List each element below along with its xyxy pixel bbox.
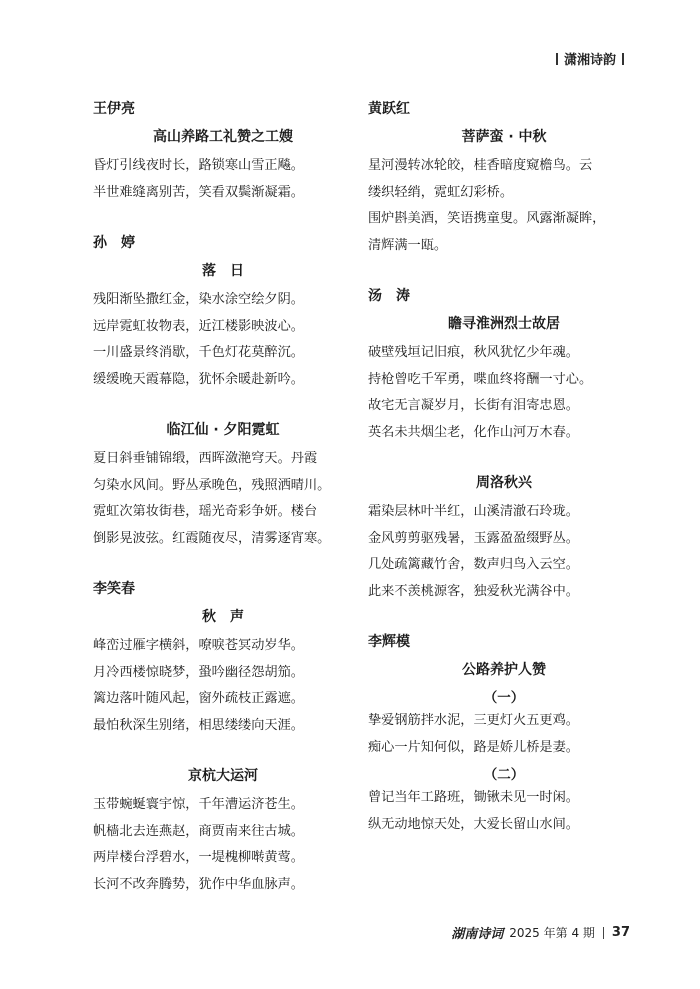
poem-line: 纵无动地惊天处，大爱长留山水间。 bbox=[368, 816, 579, 832]
poem-line: 匀染水风间。野丛承晚色，残照洒晴川。 bbox=[93, 477, 331, 493]
poem-block bbox=[368, 98, 640, 259]
poem-line: 月冷西楼惊晓梦，蛩吟幽径怨胡笳。 bbox=[93, 664, 304, 680]
magazine-logo: 湖南诗词 bbox=[451, 927, 504, 942]
poem-line: 长河不改奔腾势，犹作中华血脉声。 bbox=[93, 876, 304, 892]
poem-block bbox=[93, 419, 353, 552]
poem-line: 两岸楼台浮碧水，一堤槐柳啭黄莺。 bbox=[93, 850, 304, 865]
poem-line: 倒影晃波弦。红霞随夜尽，清雾逐宵寒。 bbox=[93, 530, 331, 546]
poem-line: 破壁残垣记旧痕，秋风犹忆少年魂。 bbox=[368, 345, 579, 360]
poem-line: 霓虹次第妆街巷，瑶光奇彩争妍。楼台 bbox=[93, 504, 318, 519]
poem-line: 金风剪剪驱残暑，玉露盈盈缀野丛。 bbox=[368, 530, 579, 546]
page-footer bbox=[451, 923, 630, 942]
page-number: 37 bbox=[611, 925, 630, 940]
header-bar-left bbox=[556, 53, 558, 65]
footer-divider bbox=[603, 927, 604, 939]
poem-line: 峰峦过雁字横斜，嘹唳苍冥动岁华。 bbox=[93, 638, 304, 653]
poem-block bbox=[93, 765, 353, 898]
poem-line: 挚爱钢筋拌水泥，三更灯火五更鸡。 bbox=[368, 713, 579, 728]
poem-line: 清辉满一瓯。 bbox=[368, 237, 448, 253]
poem-block bbox=[93, 98, 353, 206]
poem-author: 李笑春 bbox=[93, 581, 135, 597]
header-bar-right bbox=[622, 53, 624, 65]
poem-line: 半世难缝离别苦，笑看双鬓渐凝霜。 bbox=[93, 184, 304, 200]
poem-title: 公路养护人赞 bbox=[462, 662, 546, 678]
poem-line: 篱边落叶随风起，窗外疏枝正露遮。 bbox=[93, 691, 304, 706]
poem-line: 围炉斟美酒，笑语携童叟。风露渐凝眸， bbox=[368, 211, 606, 226]
poem-line: 痴心一片知何似，路是娇儿桥是妻。 bbox=[368, 739, 579, 755]
issue-label: 2025 年第 4 期 bbox=[509, 926, 595, 940]
poem-line: 星河漫转冰轮皎，桂香暗度窥檐鸟。云 bbox=[368, 158, 593, 173]
poem-line: 残阳渐坠撒红金，染水涂空绘夕阴。 bbox=[93, 292, 304, 307]
poem-title: 菩萨蛮 · 中秋 bbox=[461, 129, 547, 145]
poem-author: 孙 婷 bbox=[93, 235, 135, 251]
poem-line: 英名未共烟尘老，化作山河万木春。 bbox=[368, 424, 579, 440]
poem-subtitle: （二） bbox=[483, 767, 525, 783]
poem-author: 李辉模 bbox=[368, 634, 410, 650]
poem-block bbox=[368, 631, 640, 838]
poem-author: 汤 涛 bbox=[368, 288, 410, 304]
poem-line: 曾记当年工路班，锄锹未见一时闲。 bbox=[368, 790, 579, 805]
poem-line: 玉带蜿蜒寰宇惊，千年漕运济苍生。 bbox=[93, 797, 304, 812]
poem-subtitle: （一） bbox=[483, 690, 525, 706]
poem-line: 缓缓晚天霞幕隐，犹怀余暖赴新吟。 bbox=[93, 371, 304, 387]
poem-line: 远岸霓虹妆物表，近江楼影映波心。 bbox=[93, 318, 304, 334]
poem-line: 帆樯北去连燕赵，商贾南来往古城。 bbox=[93, 823, 304, 839]
poem-block bbox=[93, 232, 353, 393]
section-title: 潇湘诗韵 bbox=[563, 53, 616, 68]
poem-title: 京杭大运河 bbox=[188, 768, 258, 784]
poem-author: 黄跃红 bbox=[368, 101, 410, 117]
poem-author: 王伊亮 bbox=[93, 101, 135, 117]
poem-line: 持枪曾吃千军勇，喋血终将酬一寸心。 bbox=[368, 371, 593, 387]
poem-line: 最怕秋深生别绪，相思缕缕向天涯。 bbox=[93, 717, 304, 733]
poem-block bbox=[368, 285, 640, 446]
poem-line: 缕织轻绡，霓虹幻彩桥。 bbox=[368, 184, 514, 200]
poem-line: 昏灯引线夜时长，路锁寒山雪正飚。 bbox=[93, 158, 304, 173]
poem-title: 落 日 bbox=[202, 263, 244, 279]
poem-block bbox=[368, 472, 640, 605]
poem-line: 夏日斜垂铺锦缎，西晖潋滟穹天。丹霞 bbox=[93, 451, 318, 466]
poem-line: 几处疏篱藏竹舍，数声归鸟入云空。 bbox=[368, 557, 579, 572]
poem-line: 此来不羡桃源客，独爱秋光满谷中。 bbox=[368, 583, 579, 599]
poem-title: 瞻寻淮洲烈士故居 bbox=[448, 316, 560, 332]
left-column bbox=[93, 98, 353, 898]
poem-title: 高山养路工礼赞之工嫂 bbox=[153, 129, 293, 145]
poem-title: 临江仙 · 夕阳霓虹 bbox=[166, 422, 280, 438]
poem-line: 故宅无言凝岁月，长街有泪寄忠恩。 bbox=[368, 398, 579, 413]
section-header bbox=[550, 49, 630, 68]
poem-line: 霜染层林叶半红，山溪清澈石玲珑。 bbox=[368, 504, 579, 519]
poem-title: 周洛秋兴 bbox=[476, 475, 532, 491]
poem-block bbox=[93, 578, 353, 739]
right-column bbox=[368, 98, 640, 838]
poem-line: 一川盛景终消歇，千色灯花莫醉沉。 bbox=[93, 345, 304, 360]
poem-title: 秋 声 bbox=[202, 609, 244, 625]
